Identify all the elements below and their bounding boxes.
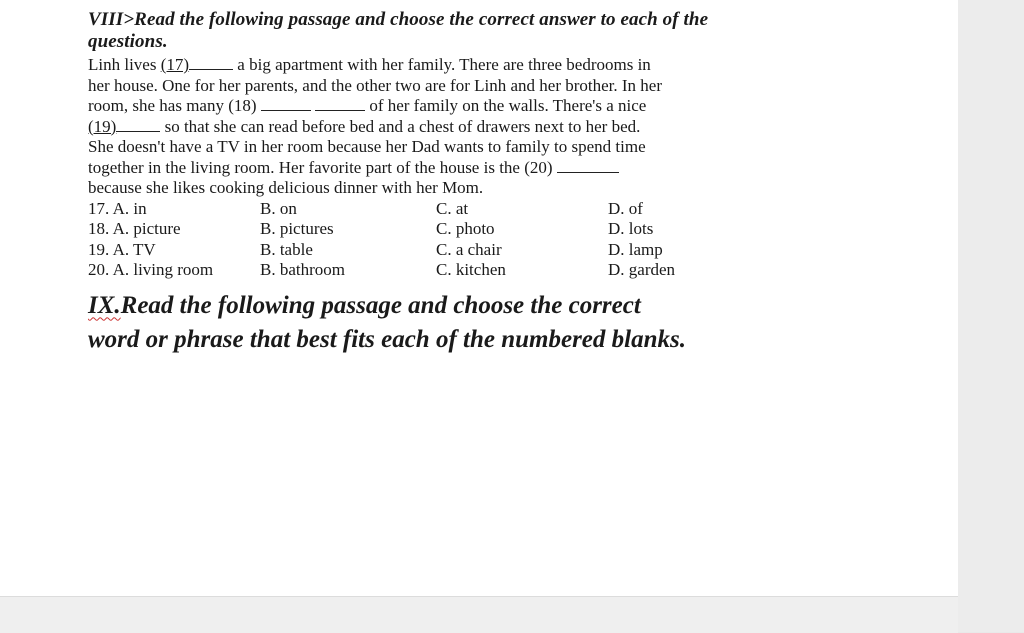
answer-options (88, 199, 848, 281)
options-row-20 (88, 260, 848, 281)
passage-text: a big apartment with her family. There are three bedrooms in (233, 55, 651, 74)
option-17-c: C. at (436, 198, 469, 218)
option-18-d: D. lots (608, 219, 654, 238)
passage-line-7: because she likes cooking delicious dinner with her Mom. (88, 178, 484, 197)
option-20-c: C. kitchen (436, 260, 506, 279)
passage-text: so that she can read before bed and a chest of drawers next to her bed. (160, 116, 641, 136)
passage-text: Linh lives (88, 55, 161, 74)
section-viii-heading-line2: questions. (88, 31, 168, 52)
section-viii-heading-line1: VIII>Read the following passage and choose the correct answer to each of the (88, 9, 709, 30)
passage-line-3 (88, 96, 848, 117)
section-ix-line2: word or phrase that best fits each of the numbered blanks. (88, 325, 686, 353)
section-ix-line1 (88, 289, 848, 323)
option-20-d: D. garden (608, 260, 676, 279)
document-content (88, 9, 848, 357)
blank-19-line (116, 117, 160, 132)
section-viii-heading (88, 9, 848, 53)
option-17-d: D. of (608, 198, 643, 218)
option-18-c: C. photo (436, 219, 495, 238)
blank-19: (19) (88, 116, 117, 136)
option-19-a: 19. A. TV (88, 239, 156, 259)
passage-text: room, she has many (18) (88, 96, 261, 115)
section-ix-number: IX. (88, 291, 121, 319)
passage-line-1 (88, 55, 848, 76)
section-ix-line1-text: Read the following passage and choose the correct (120, 291, 641, 319)
options-row-18 (88, 219, 848, 240)
blank-18-line-b (315, 96, 365, 111)
options-row-19 (88, 240, 848, 261)
passage-line-2: her house. One for her parents, and the other two are for Linh and her brother. In her (88, 75, 663, 95)
option-17-a: 17. A. in (88, 198, 147, 218)
background-margin-right (958, 0, 1024, 632)
blank-17: (17) (160, 55, 190, 74)
passage-text: together in the living room. Her favorite part of the house is the (20) (88, 157, 557, 177)
option-20-a: 20. A. living room (88, 260, 214, 279)
option-19-b: B. table (260, 239, 313, 259)
option-18-a: 18. A. picture (88, 219, 181, 238)
option-20-b: B. bathroom (260, 260, 345, 279)
passage-line-6 (88, 158, 848, 179)
reading-passage (88, 55, 848, 199)
section-ix-heading (88, 289, 848, 357)
blank-17-line (189, 55, 233, 70)
passage-text: of her family on the walls. There's a nice (365, 96, 647, 115)
option-19-d: D. lamp (608, 239, 663, 259)
option-17-b: B. on (260, 198, 297, 218)
blank-18-line-a (261, 96, 311, 111)
options-row-17 (88, 199, 848, 220)
blank-20-line (557, 158, 619, 173)
option-18-b: B. pictures (260, 219, 334, 238)
passage-line-4 (88, 117, 848, 138)
background-margin-bottom (0, 596, 958, 633)
option-19-c: C. a chair (436, 239, 502, 259)
passage-line-5: She doesn't have a TV in her room because her Dad wants to family to spend time (88, 137, 646, 156)
